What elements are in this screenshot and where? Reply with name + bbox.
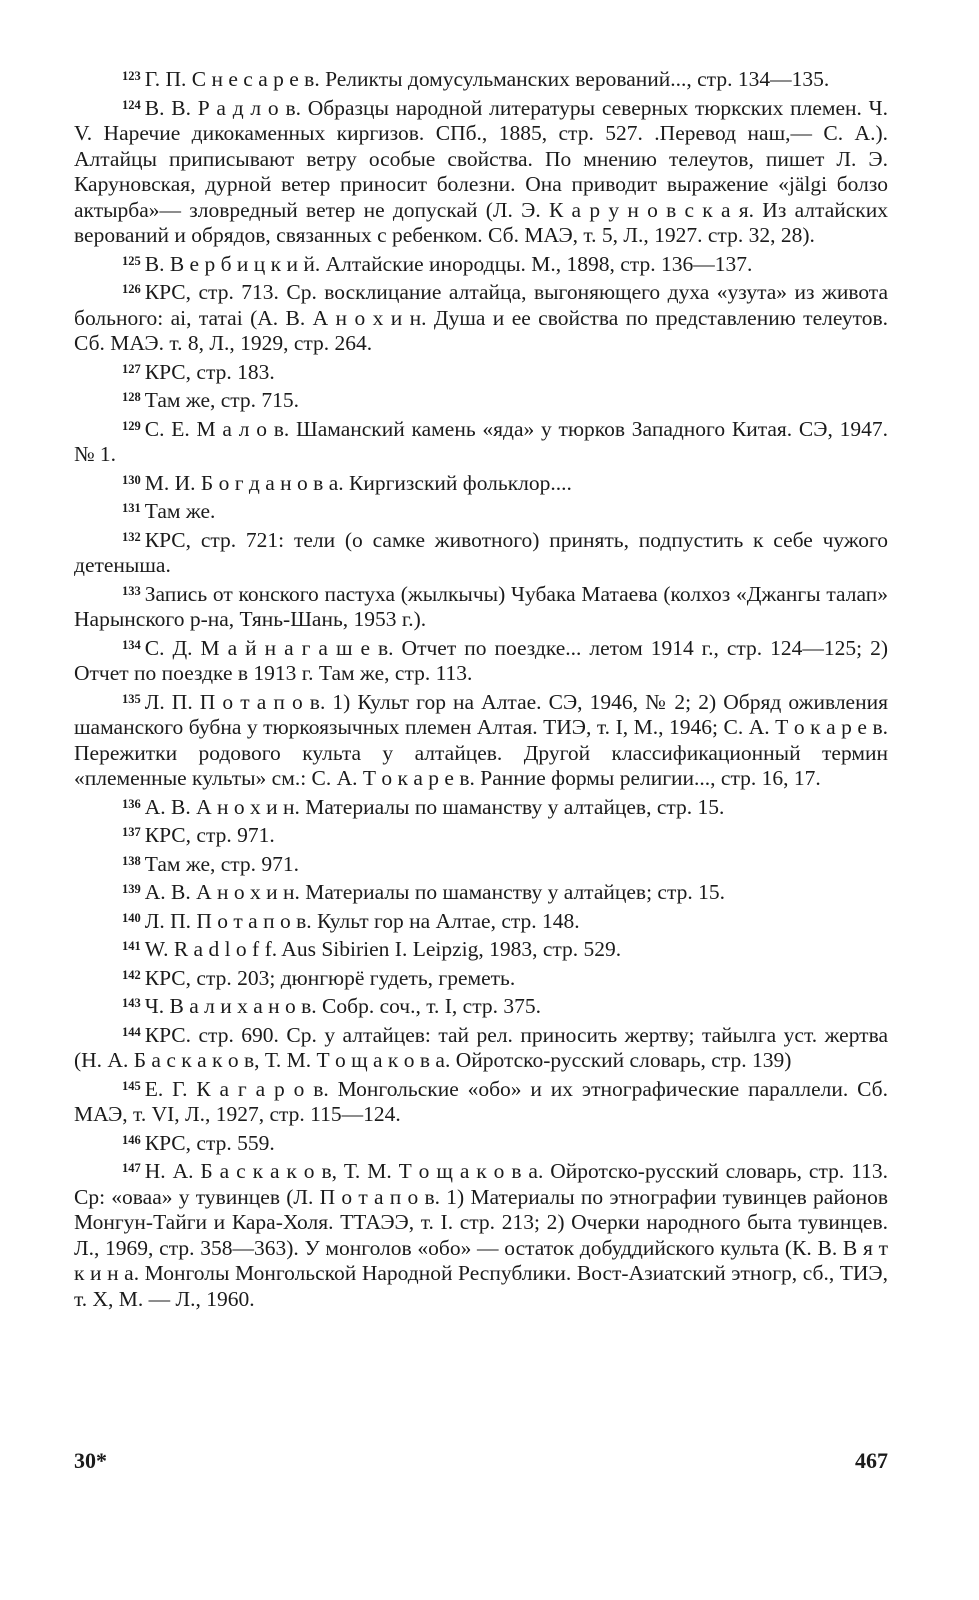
footnote-number: 128: [122, 390, 141, 404]
footnote: [74, 633, 888, 687]
footnote-text: W. R a d l o f f. Aus Sibirien I. Leipzig, 1983, стр. 529.: [144, 937, 622, 961]
footnote-number: 132: [122, 529, 141, 544]
footnote-number: 133: [122, 583, 141, 598]
footnote-text: КРС, стр. 203; дюнгюрё гудеть, греметь.: [144, 965, 516, 990]
footnote: [74, 64, 888, 93]
footnote: [74, 1020, 888, 1074]
footnote: [74, 579, 888, 633]
footnote: [74, 93, 888, 249]
footnote-number: 135: [122, 691, 141, 706]
footnote-number: 130: [122, 472, 141, 487]
footnote-text: КРС, стр. 713. Ср. восклицание алтайца, выгоняющего духа «узута» из живота больного: ai, татаi (А. В. А н о х и н. Душа и ее свойства по представлению телеутов. Сб. МАЭ. т. 8, Л., 1929, стр. 264.: [74, 280, 888, 355]
printer-signature: 30*: [74, 1448, 107, 1473]
footnote-number: 140: [122, 910, 141, 925]
footnote-text: Е. Г. К а г а р о в. Монгольские «обо» и их этнографические параллели. Сб. МАЭ, т. VI, Л., 1927, стр. 115—124.: [74, 1076, 888, 1126]
footnote: [74, 991, 888, 1020]
footnote-number: 138: [122, 853, 141, 868]
footnote-number: 124: [122, 97, 141, 112]
footnote: [74, 1128, 888, 1157]
footnote-number: 145: [122, 1078, 141, 1093]
footnote-text: В. В. Р а д л о в. Образцы народной литературы северных тюркских племен. Ч. V. Наречие дикокаменных киргизов. СПб., 1885, стр. 527. .Перевод наш,— С. А.). Алтайцы приписывают ветру особые свойства. По мнению телеутов, пишет Л. Э. Каруновская, дурной ветер приносит болезни. Она приводит выражение «jälgi болзо актырба»— зловредный ветер не допускай (Л. Э. К а р у н о в с к а я. Из алтайских верований и обрядов, связанных с ребенком. Сб. МАЭ, т. 5, Л., 1927. стр. 32, 28).: [74, 95, 888, 247]
footnote: [74, 385, 888, 414]
footnote: [74, 525, 888, 579]
footnote-text: С. Е. М а л о в. Шаманский камень «яда» у тюрков Западного Китая. СЭ, 1947. № 1.: [74, 416, 888, 466]
footnote-number: 126: [122, 282, 141, 296]
footnote: [74, 877, 888, 906]
footnote-number: 142: [122, 967, 141, 982]
footnote: [74, 277, 888, 357]
footnote: [74, 249, 888, 278]
footnote-number: 129: [122, 418, 141, 433]
footnote-text: С. Д. М а й н а г а ш е в. Отчет по поездке... летом 1914 г., стр. 124—125; 2) Отчет по поездке в 1913 г. Там же, стр. 113.: [74, 635, 888, 685]
footnote-number: 131: [122, 501, 141, 515]
footnote: [74, 1156, 888, 1312]
footnote-number: 125: [122, 253, 141, 268]
footnote: [74, 820, 888, 849]
footnote-text: Ч. В а л и х а н о в. Собр. соч., т. I, стр. 375.: [144, 994, 542, 1018]
footnote-text: Там же, стр. 715.: [144, 388, 300, 412]
footnote-text: М. И. Б о г д а н о в а. Киргизский фольклор....: [144, 470, 572, 495]
footnote-number: 141: [122, 939, 141, 953]
footnote-text: Н. А. Б а с к а к о в, Т. М. Т о щ а к о в а. Ойротско-русский словарь, стр. 113. Ср: «оваа» у тувинцев (Л. П о т а п о в. 1) Материалы по этнографии тувинцев районов Монгун-Тайги и Кара-Холя. ТТАЭЭ, т. I. стр. 213; 2) Очерки народного быта тувинцев. Л., 1969, стр. 358—363). У монголов «обо» — остаток добуддийского культа (К. В. В я т к и н а. Монголы Монгольской Народной Республики. Вост-Азиатский этногр, сб., ТИЭ, т. X, М. — Л., 1960.: [74, 1159, 888, 1311]
footnote-text: КРС, стр. 559.: [144, 1130, 275, 1155]
footnote-text: КРС. стр. 690. Ср. у алтайцев: тай рел. приносить жертву; тайылга уст. жертва (Н. А. Б а с к а к о в, Т. М. Т о щ а к о в а. Ойротско-русский словарь, стр. 139): [74, 1022, 888, 1072]
footnote-text: КРС, стр. 721: тели (о самке животного) принять, подпустить к себе чужого детеныша.: [74, 527, 888, 577]
footnote-text: Там же.: [144, 499, 216, 523]
page-footer: [74, 1448, 888, 1478]
footnote-text: Запись от конского пастуха (жылкычы) Чубака Матаева (колхоз «Джангы талап» Нарынского р-на, Тянь-Шань, 1953 г.).: [74, 581, 888, 631]
footnote-number: 143: [122, 996, 141, 1010]
footnote-text: КРС, стр. 971.: [144, 823, 275, 847]
footnote: [74, 414, 888, 468]
footnote: [74, 468, 888, 497]
footnote-number: 134: [122, 637, 141, 652]
footnote-number: 127: [122, 361, 141, 376]
footnote-text: Л. П. П о т а п о в. Культ гор на Алтае, стр. 148.: [144, 908, 580, 933]
footnote: [74, 687, 888, 792]
footnote: [74, 934, 888, 963]
footnote: [74, 849, 888, 878]
footnote: [74, 963, 888, 992]
footnote: [74, 1074, 888, 1128]
footnote: [74, 496, 888, 525]
footnote-number: 146: [122, 1132, 141, 1147]
footnote-text: КРС, стр. 183.: [144, 359, 275, 384]
footnotes-column: [74, 64, 888, 1444]
footnote-text: А. В. А н о х и н. Материалы по шаманству у алтайцев; стр. 15.: [144, 880, 725, 904]
footnote: [74, 906, 888, 935]
footnote-number: 144: [122, 1024, 141, 1039]
footnote-text: А. В. А н о х и н. Материалы по шаманству у алтайцев, стр. 15.: [144, 794, 725, 819]
footnote-number: 136: [122, 796, 141, 811]
footnote-text: В. В е р б и ц к и й. Алтайские инородцы. М., 1898, стр. 136—137.: [144, 251, 753, 276]
footnote-number: 123: [122, 69, 141, 83]
page-number: 467: [855, 1448, 888, 1473]
footnote-number: 147: [122, 1161, 141, 1175]
footnote-text: Г. П. С н е с а р е в. Реликты домусульманских верований..., стр. 134—135.: [144, 67, 830, 91]
footnote: [74, 792, 888, 821]
footnote-number: 139: [122, 882, 141, 896]
footnote-number: 137: [122, 825, 141, 839]
footnote: [74, 357, 888, 386]
footnote-text: Там же, стр. 971.: [144, 851, 300, 876]
footnote-text: Л. П. П о т а п о в. 1) Культ гор на Алтае. СЭ, 1946, № 2; 2) Обряд оживления шаманского бубна у тюркоязычных племен Алтая. ТИЭ, т. I, М., 1946; С. А. Т о к а р е в. Пережитки родового культа у алтайцев. Другой классификационный термин «племенные культы» см.: С. А. Т о к а р е в. Ранние формы религии..., стр. 16, 17.: [74, 689, 888, 790]
